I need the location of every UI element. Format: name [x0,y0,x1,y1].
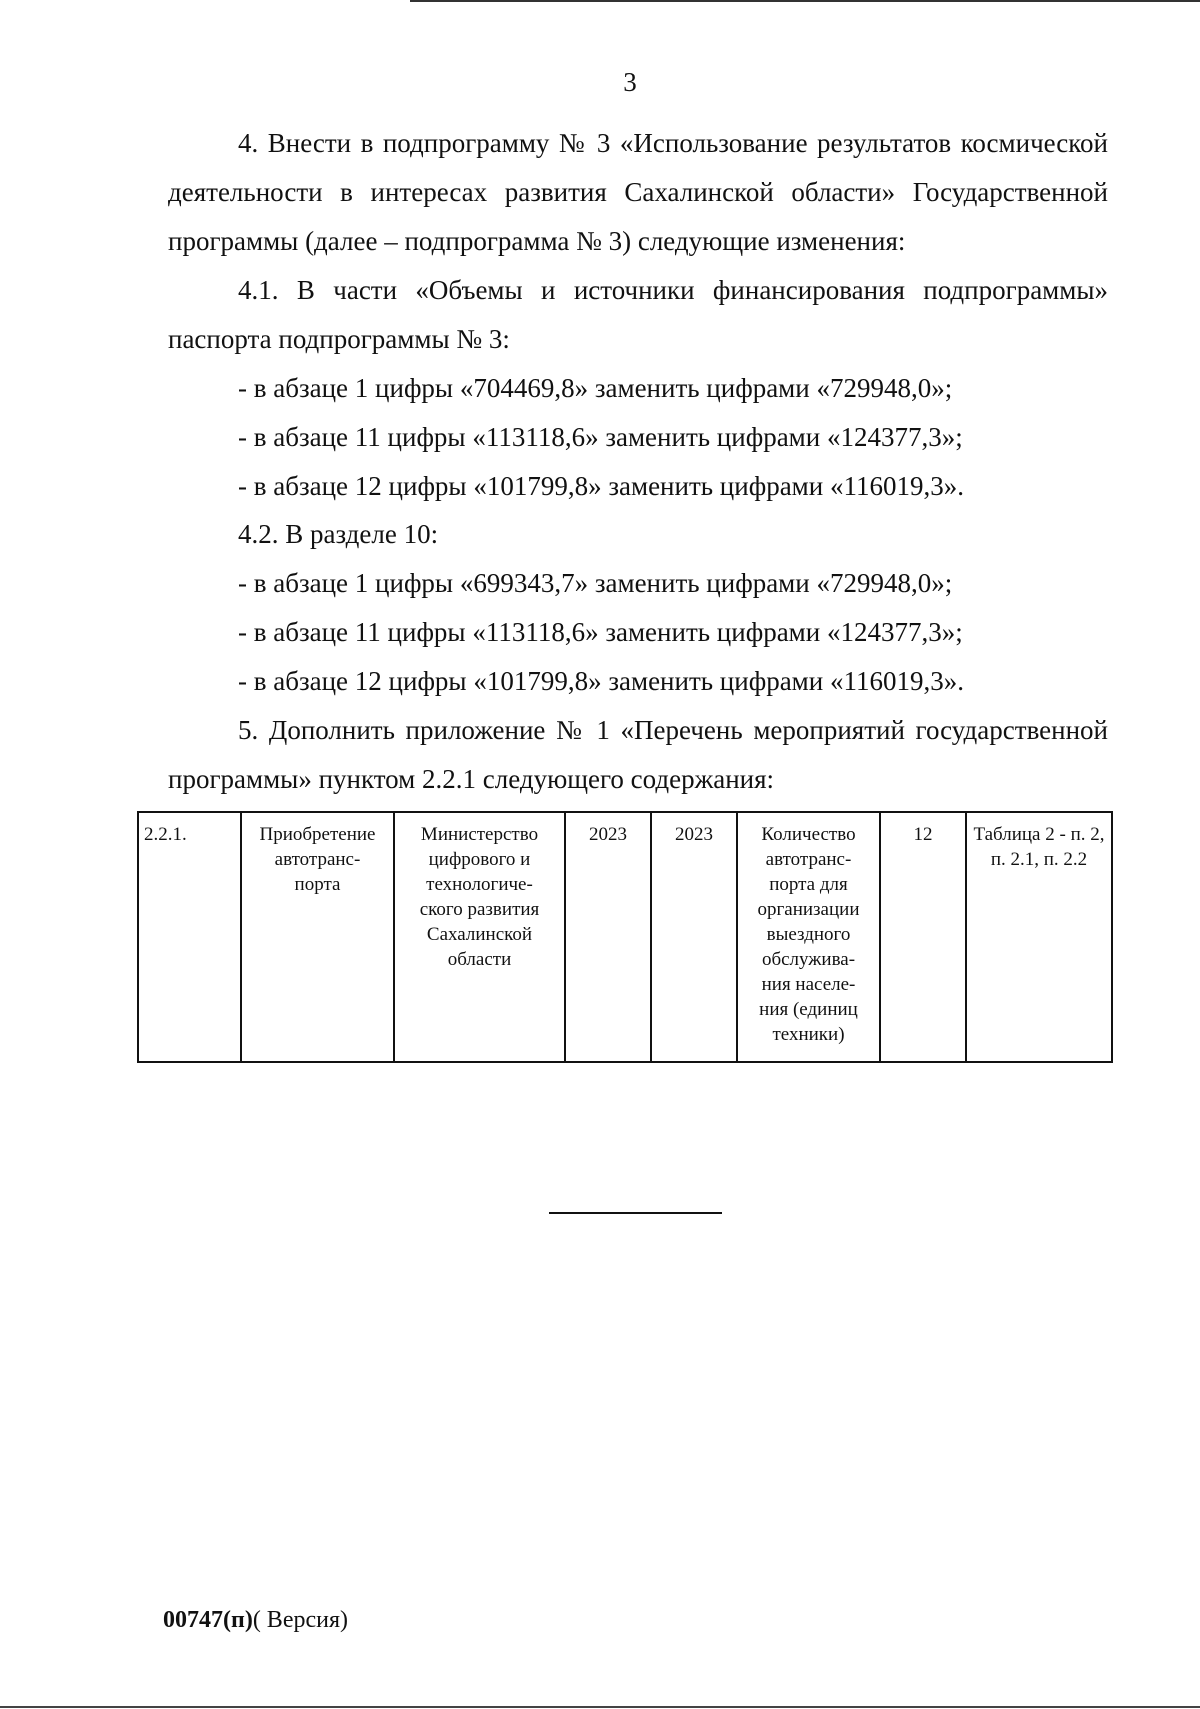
measures-table [137,811,1113,1063]
change-line: - в абзаце 11 цифры «113118,6» заменить цифрами «124377,3»; [238,422,963,452]
closing-separator-line [549,1212,722,1214]
page-number: 3 [623,67,637,97]
cell-measure: Приобретение автотранс- порта [241,812,394,1062]
cell-item-number: 2.2.1. [138,812,241,1062]
cell-end-year: 2023 [651,812,737,1062]
cell-start-year: 2023 [565,812,651,1062]
document-version: ( Версия) [252,1607,348,1633]
paragraph-item-4-2: 4.2. В разделе 10: [238,519,439,549]
document-code [163,1605,348,1635]
cell-value: 12 [880,812,966,1062]
change-line: - в абзаце 12 цифры «101799,8» заменить цифрами «116019,3». [238,666,964,696]
paragraph-item-5: 5. Дополнить приложение № 1 «Перечень мероприятий государственной программы» пунктом 2.2.1 следующего содержания: [168,715,1108,794]
change-line: - в абзаце 1 цифры «704469,8» заменить цифрами «729948,0»; [238,373,953,403]
change-line: - в абзаце 12 цифры «101799,8» заменить цифрами «116019,3». [238,471,964,501]
table-row [138,812,1112,1062]
cell-executor: Министерство цифрового и технологиче- ского развития Сахалинской области [394,812,565,1062]
change-line: - в абзаце 11 цифры «113118,6» заменить цифрами «124377,3»; [238,617,963,647]
top-edge-line [410,0,1200,2]
paragraph-item-4: 4. Внести в подпрограмму № 3 «Использование результатов космической деятельности в интересах развития Сахалинской области» Государственной программы (далее – подпрограмма № 3) следующие изменения: [168,128,1108,256]
change-line: - в абзаце 1 цифры «699343,7» заменить цифрами «729948,0»; [238,568,953,598]
document-number: 00747(п) [163,1607,253,1633]
cell-indicator: Количество автотранс- порта для организации выездного обслужива- ния населе- ния (единиц техники) [737,812,880,1062]
cell-reference: Таблица 2 - п. 2, п. 2.1, п. 2.2 [966,812,1112,1062]
paragraph-item-4-1: 4.1. В части «Объемы и источники финансирования подпрограммы» паспорта подпрограммы № 3: [168,275,1108,354]
bottom-edge-line [0,1706,1200,1708]
